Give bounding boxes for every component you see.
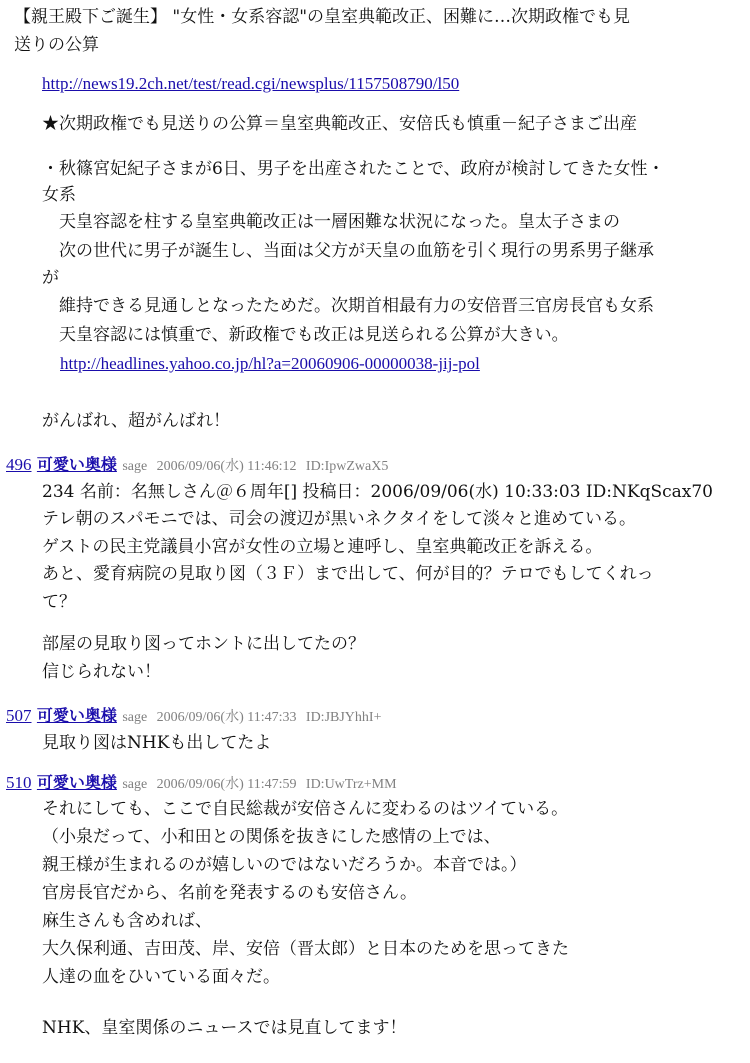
post-number-link[interactable]: 510 (6, 773, 32, 792)
yahoo-news-link[interactable]: http://headlines.yahoo.co.jp/hl?a=20060906-00000038-jij-pol (60, 354, 480, 373)
post-body-line: それにしても、ここで自民総裁が安倍さんに変わるのはツイている。 (42, 799, 569, 819)
post-body-line: 234 名前：名無しさん＠６周年[] 投稿日：2006/09/06(水) 10:33:03 ID:NKqScax70 (42, 482, 713, 502)
article-body-line: 女系 (42, 185, 76, 205)
post-header (6, 771, 401, 795)
post-body-line: （小泉だって、小和田との関係を抜きにした感情の上では、 (42, 827, 501, 847)
post-id: ID:IpwZwaX5 (305, 459, 389, 474)
post-mail: sage (122, 459, 148, 474)
article-title-line-1: 【親王殿下ご誕生】 "女性・女系容認"の皇室典範改正、困難に…次期政権でも見 (14, 7, 631, 27)
article-body-line: 次の世代に男子が誕生し、当面は父方が天皇の血筋を引く現行の男系男子継承 (42, 241, 654, 261)
post-body-line: 官房長官だから、名前を発表するのも安倍さん。 (42, 883, 418, 903)
poster-name-link[interactable]: 可愛い奥様 (36, 706, 117, 725)
post-datetime: 2006/09/06(水) 11:46:12 (156, 459, 297, 474)
post-body-line: 親王様が生まれるのが嬉しいのではないだろうか。本音では。） (42, 855, 527, 875)
post-mail: sage (122, 777, 148, 792)
post-header (6, 704, 385, 728)
article-body-line: 天皇容認には慎重で、新政権でも改正は見送られる公算が大きい。 (42, 325, 569, 345)
article-body-line: が (42, 268, 59, 288)
post-header (6, 453, 392, 477)
post-datetime: 2006/09/06(水) 11:47:33 (156, 710, 297, 725)
post-number-link[interactable]: 507 (6, 706, 32, 725)
post-mail: sage (122, 710, 148, 725)
post-body-line: NHK、皇室関係のニュースでは見直してます！ (42, 1018, 407, 1038)
post-body-line: 信じられない！ (42, 662, 161, 682)
yahoo-link-row (60, 352, 480, 376)
post-datetime: 2006/09/06(水) 11:47:59 (156, 777, 297, 792)
post-body-line: 部屋の見取り図ってホントに出してたの？ (42, 634, 365, 654)
article-headline: ★次期政権でも見送りの公算＝皇室典範改正、安倍氏も慎重－紀子さまご出産 (42, 114, 637, 134)
source-link-row (42, 72, 459, 96)
post-id: ID:JBJYhhI+ (305, 710, 382, 725)
post-body-line: 人達の血をひいている面々だ。 (42, 967, 280, 987)
post-body-line: 見取り図はNHKも出してたよ (42, 733, 272, 753)
post-body-line: テレ朝のスパモニでは、司会の渡辺が黒いネクタイをして淡々と進めている。 (42, 509, 636, 529)
post-body-line: ゲストの民主党議員小宮が女性の立場と連呼し、皇室典範改正を訴える。 (42, 537, 603, 557)
post-body-line: あと、愛育病院の見取り図（３Ｆ）まで出して、何が目的？テロでもしてくれっ (42, 564, 654, 584)
post-number-link[interactable]: 496 (6, 455, 32, 474)
article-body-line: ・秋篠宮妃紀子さまが6日、男子を出産されたことで、政府が検討してきた女性・ (42, 159, 665, 179)
source-link[interactable]: http://news19.2ch.net/test/read.cgi/newsplus/1157508790/l50 (42, 74, 460, 93)
poster-name-link[interactable]: 可愛い奥様 (36, 773, 117, 792)
post-body-line: 大久保利通、吉田茂、岸、安倍（晋太郎）と日本のためを思ってきた (42, 939, 569, 959)
article-body-line: 天皇容認を柱する皇室典範改正は一層困難な状況になった。皇太子さまの (42, 212, 620, 232)
poster-name-link[interactable]: 可愛い奥様 (36, 455, 117, 474)
article-title-line-2: 送りの公算 (14, 35, 99, 55)
post-body-line: 麻生さんも含めれば、 (42, 911, 212, 931)
post-id: ID:UwTrz+MM (305, 777, 397, 792)
post-body-line: て？ (42, 592, 76, 612)
cheer-text: がんばれ、超がんばれ！ (42, 411, 231, 431)
article-body-line: 維持できる見通しとなったためだ。次期首相最有力の安倍晋三官房長官も女系 (42, 296, 654, 316)
